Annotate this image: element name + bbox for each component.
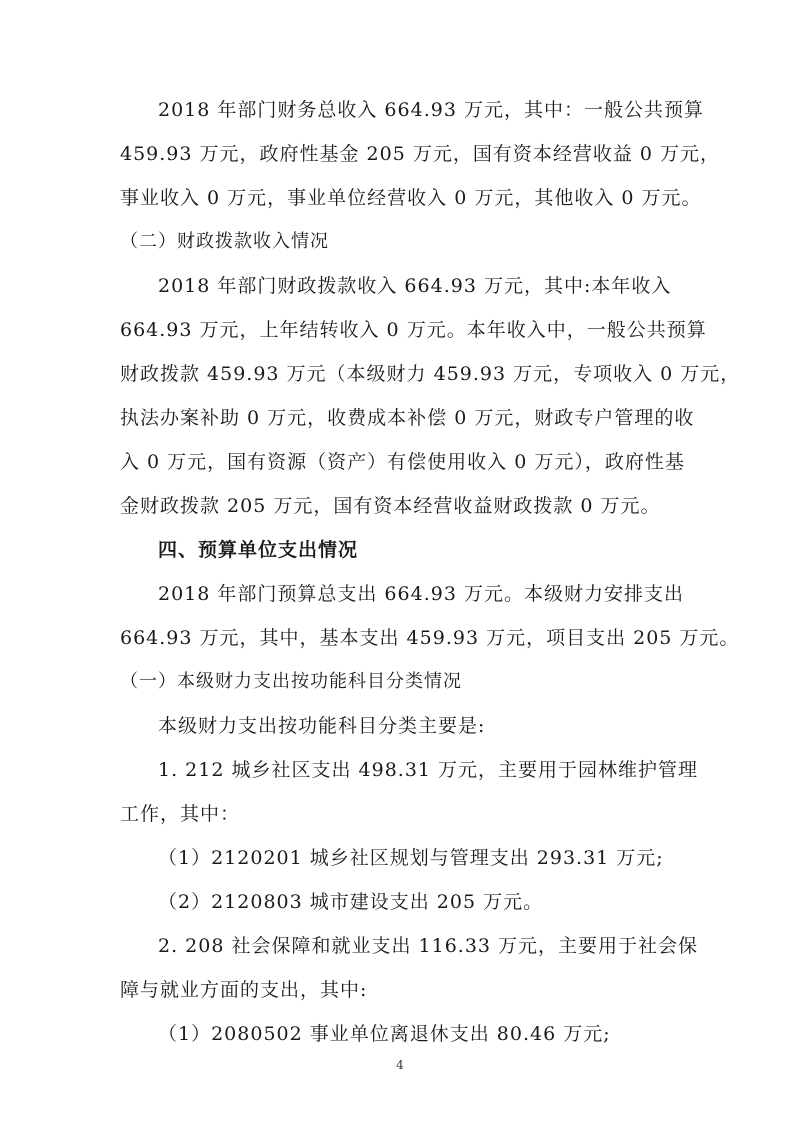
page-number: 4 [396, 1058, 404, 1072]
paragraph-line: 事业收入 0 万元，事业单位经营收入 0 万元，其他收入 0 万元。 [120, 187, 702, 209]
paragraph-line: 工作，其中： [120, 803, 241, 825]
document-body [120, 88, 741, 1056]
paragraph-line: 2018 年部门财务总收入 664.93 万元，其中：一般公共预算 [158, 99, 704, 121]
sub-list-item: （1）2080502 事业单位离退休支出 80.46 万元; [158, 1023, 611, 1045]
paragraph-line: 459.93 万元，政府性基金 205 万元，国有资本经营收益 0 万元， [120, 143, 721, 165]
section-subheading: （二）财政拨款收入情况 [120, 231, 329, 252]
paragraph-line: 2018 年部门预算总支出 664.93 万元。本级财力安排支出 [158, 583, 684, 605]
list-item: 1. 212 城乡社区支出 498.31 万元，主要用于园林维护管理 [158, 759, 699, 781]
section-heading: 四、预算单位支出情况 [158, 539, 359, 561]
paragraph-line: 财政拨款 459.93 万元（本级财力 459.93 万元，专项收入 0 万元， [120, 363, 741, 385]
sub-list-item: （1）2120201 城乡社区规划与管理支出 293.31 万元; [158, 847, 664, 869]
paragraph-line: 664.93 万元，其中，基本支出 459.93 万元，项目支出 205 万元。 [120, 627, 740, 649]
paragraph-line: 本级财力支出按功能科目分类主要是: [158, 715, 486, 737]
sub-list-item: （2）2120803 城市建设支出 205 万元。 [158, 891, 544, 913]
paragraph-line: 金财政拨款 205 万元，国有资本经营收益财政拨款 0 万元。 [120, 495, 661, 517]
paragraph-line: 执法办案补助 0 万元，收费成本补偿 0 万元，财政专户管理的收 [120, 407, 695, 429]
section-subheading: （一）本级财力支出按功能科目分类情况 [120, 671, 462, 692]
paragraph-line: 障与就业方面的支出，其中: [120, 979, 368, 1001]
paragraph-line: 入 0 万元，国有资源（资产）有偿使用收入 0 万元），政府性基 [120, 451, 685, 473]
list-item: 2. 208 社会保障和就业支出 116.33 万元，主要用于社会保 [158, 935, 699, 957]
paragraph-line: 2018 年部门财政拨款收入 664.93 万元，其中:本年收入 [158, 275, 672, 297]
paragraph-line: 664.93 万元，上年结转收入 0 万元。本年收入中，一般公共预算 [120, 319, 707, 341]
